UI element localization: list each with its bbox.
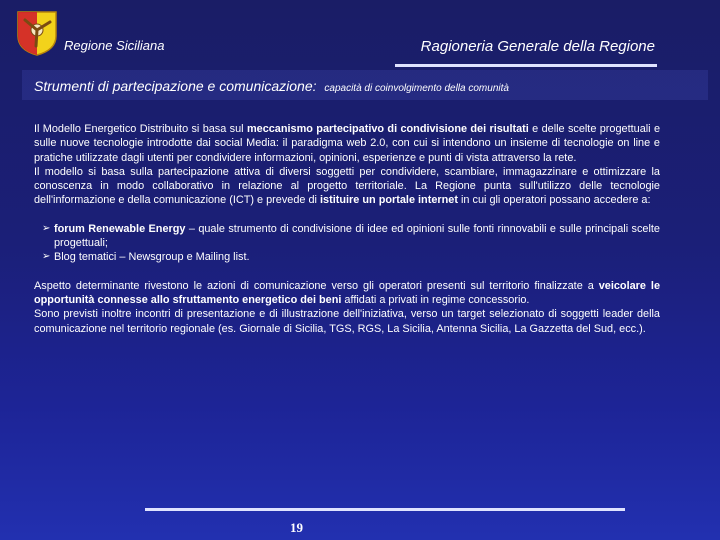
paragraph-3-text-a: Aspetto determinante rivestono le azioni di comunicazione verso gli operatori presenti sul territorio finalizzate a [34,279,599,292]
header-divider [395,64,657,67]
paragraph-3 [34,279,660,308]
paragraph-3-bold: veicolare le opportunità connesse allo sfruttamento energetico dei beni [34,279,661,306]
paragraph-2-text-c: in cui gli operatori possano accedere a: [457,194,651,207]
page-number: 19 [290,520,303,535]
slide-title-main: Strumenti di partecipazione e comunicazione: [34,78,317,94]
arrow-bullet-icon: ➢ [42,222,51,234]
paragraph-1-text-a: Il Modello Energetico Distribuito si basa sul [34,123,247,135]
header-department-label: Ragioneria Generale della Regione [420,38,655,55]
paragraph-1-text-c: e delle scelte progettuali e sulle nuove tecnologie introdotte dai social Media: il paradigma web 2.0, con cui si intendono un insieme di tecnologie on line e pratiche utilizzate dagli utenti per condividere informazioni, opinioni, esperienze e punti di vista attraverso la rete. [34,123,661,164]
arrow-bullet-icon: ➢ [42,251,51,263]
slide-title-subtitle: capacità di coinvolgimento della comunità [324,83,509,94]
bullet-item [34,222,660,251]
footer-divider [145,508,625,511]
paragraph-4: Sono previsti inoltre incontri di presentazione e di illustrazione dell'iniziativa, verso un target selezionato di soggetti leader della comunicazione nel territorio regionale (es. Giornale di Sicilia, TGS, RGS, La Sicilia, Antenna Sicilia, La Gazzetta del Sud, ecc.). [34,308,660,335]
bullet-item [34,250,660,264]
bullet-text: – quale strumento di condivisione di idee ed opinioni sulle fonti rinnovabili e sulle principali scelte progettuali; [54,222,660,250]
paragraph-1-bold: meccanismo partecipativo di condivisione dei risultati [246,123,529,135]
bullet-list [34,222,660,265]
bullet-text: Blog tematici – Newsgroup e Mailing list. [54,251,250,264]
paragraph-2-text-a: Il modello si basa sulla partecipazione attiva di diversi soggetti per condividere, scambiare, immagazzinare e ottimizzare la conoscenza in modo collaborativo in relazione al progetto territoriale. La Regione punta sull'utilizzo delle tecnologie dell'informazione e della comunicazione (ICT) e prevede di [34,165,660,207]
header-region-label: Regione Siciliana [64,38,165,53]
paragraph-2 [34,165,660,208]
paragraph-1 [34,122,660,165]
slide-title [34,78,509,94]
paragraph-3-text-c: affidati a privati in regime concessorio. [341,293,530,306]
bullet-bold: forum Renewable Energy [54,222,186,235]
slide-body [34,122,660,336]
trinacria-logo-icon [16,10,58,56]
paragraph-2-bold: istituire un portale internet [320,194,458,207]
